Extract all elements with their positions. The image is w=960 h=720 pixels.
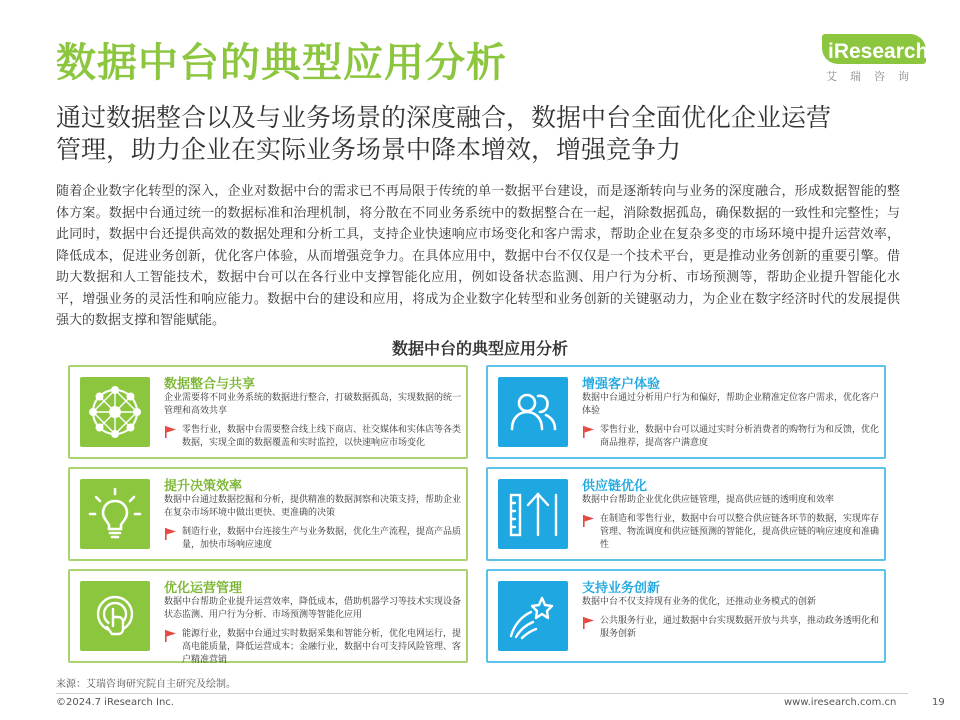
source-note: 来源：艾瑞咨询研究院自主研究及绘制。 [56, 679, 236, 690]
flag-icon [164, 425, 178, 439]
card-data-integration [68, 365, 468, 459]
website-link[interactable]: www.iresearch.com.cn [784, 697, 897, 708]
touch-icon [80, 581, 150, 651]
intro-paragraph: 随着企业数字化转型的深入，企业对数据中台的需求已不再局限于传统的单一数据平台建设，而是逐渐转向与业务的深度融合，形成数据智能的整体方案。数据中台通过统一的数据标准和治理机制，将分散在不同业务系统中的数据整合在一起，消除数据孤岛，确保数据的一致性和完整性；与此同时，数据中台还提供高效的数据处理和分析工具，支持企业快速响应市场变化和客户需求，帮助企业在复杂多变的市场环境中提升运营效率，降低成本，促进业务创新，优化客户体验，从而增强竞争力。在具体应用中，数据中台不仅仅是一个技术平台，更是推动业务创新的重要引擎。借助大数据和人工智能技术，数据中台可以在各行业中支撑智能化应用，例如设备状态监测、用户行为分析、市场预测等，帮助企业提升智能化水平，增强业务的灵活性和响应能力。数据中台的建设和应用，将成为企业数字化转型和业务创新的关键驱动力，为企业在数字经济时代的发展提供强大的数据支撑和智能赋能。 [56, 184, 900, 328]
logo-text: iResearch [828, 40, 929, 63]
lightbulb-icon [80, 479, 150, 549]
card-title: 提升决策效率 [164, 479, 243, 494]
card-title: 数据整合与共享 [164, 377, 256, 392]
card-business-innovation [486, 569, 886, 663]
flag-icon [164, 527, 178, 541]
card-description: 数据中台通过数据挖掘和分析，提供精准的数据洞察和决策支持，帮助企业在复杂市场环境中做出更快、更准确的决策 [164, 495, 462, 518]
card-detail: 在制造和零售行业，数据中台可以整合供应链各环节的数据，实现库存管理、物流调度和供应链预测的智能化，提高供应链的响应速度和准确性 [600, 514, 880, 550]
flag-icon [582, 514, 596, 528]
card-detail: 零售行业，数据中台可以通过实时分析消费者的购物行为和反馈，优化商品推荐，提高客户满意度 [600, 425, 880, 448]
section-title: 数据中台的典型应用分析 [391, 339, 568, 358]
subtitle-line-1: 通过数据整合以及与业务场景的深度融合，数据中台全面优化企业运营 [56, 103, 832, 132]
card-detail: 制造行业，数据中台连接生产与业务数据，优化生产流程，提高产品质量，加快市场响应速度 [182, 527, 462, 550]
star-icon [498, 581, 568, 651]
logo-cn-text: 艾瑞咨询 [826, 70, 922, 83]
card-operations-management [68, 569, 468, 663]
page-title: 数据中台的典型应用分析 [56, 40, 507, 86]
users-icon [498, 377, 568, 447]
logo-badge [822, 34, 929, 64]
card-description: 企业需要将不同业务系统的数据进行整合，打破数据孤岛，实现数据的统一管理和高效共享 [164, 393, 462, 416]
card-customer-experience [486, 365, 886, 459]
flag-icon [164, 629, 178, 643]
card-description: 数据中台帮助企业优化供应链管理，提高供应链的透明度和效率 [582, 495, 835, 505]
iresearch-logo [822, 30, 928, 90]
card-decision-efficiency [68, 467, 468, 561]
page-subtitle [56, 102, 916, 166]
network-icon [80, 377, 150, 447]
flag-icon [582, 616, 596, 630]
card-title: 供应链优化 [582, 479, 648, 494]
card-supply-chain [486, 467, 886, 561]
subtitle-line-2: 管理，助力企业在实际业务场景中降本增效，增强竞争力 [56, 135, 682, 164]
flag-icon [582, 425, 596, 439]
copyright: ©2024.7 iResearch Inc. [56, 697, 174, 708]
footer-divider [56, 693, 908, 694]
card-title: 支持业务创新 [582, 581, 661, 596]
card-detail: 公共服务行业，通过数据中台实现数据开放与共享，推动政务透明化和服务创新 [600, 616, 880, 639]
card-title: 优化运营管理 [164, 581, 243, 596]
card-detail: 能源行业，数据中台通过实时数据采集和智能分析，优化电网运行，提高电能质量，降低运营成本；金融行业，数据中台可支持风险管理、客户精准营销 [182, 629, 462, 665]
card-description: 数据中台帮助企业提升运营效率，降低成本，借助机器学习等技术实现设备状态监测、用户行为分析、市场预测等智能化应用 [164, 597, 462, 620]
card-title: 增强客户体验 [582, 377, 661, 392]
card-description: 数据中台通过分析用户行为和偏好，帮助企业精准定位客户需求，优化客户体验 [582, 393, 880, 416]
supply-chain-icon [498, 479, 568, 549]
card-detail: 零售行业，数据中台需要整合线上线下商店、社交媒体和实体店等各类数据，实现全面的数据覆盖和实时监控，以快速响应市场变化 [182, 425, 462, 448]
card-description: 数据中台不仅支持现有业务的优化，还推动业务模式的创新 [582, 597, 817, 607]
page-number: 19 [932, 697, 945, 708]
